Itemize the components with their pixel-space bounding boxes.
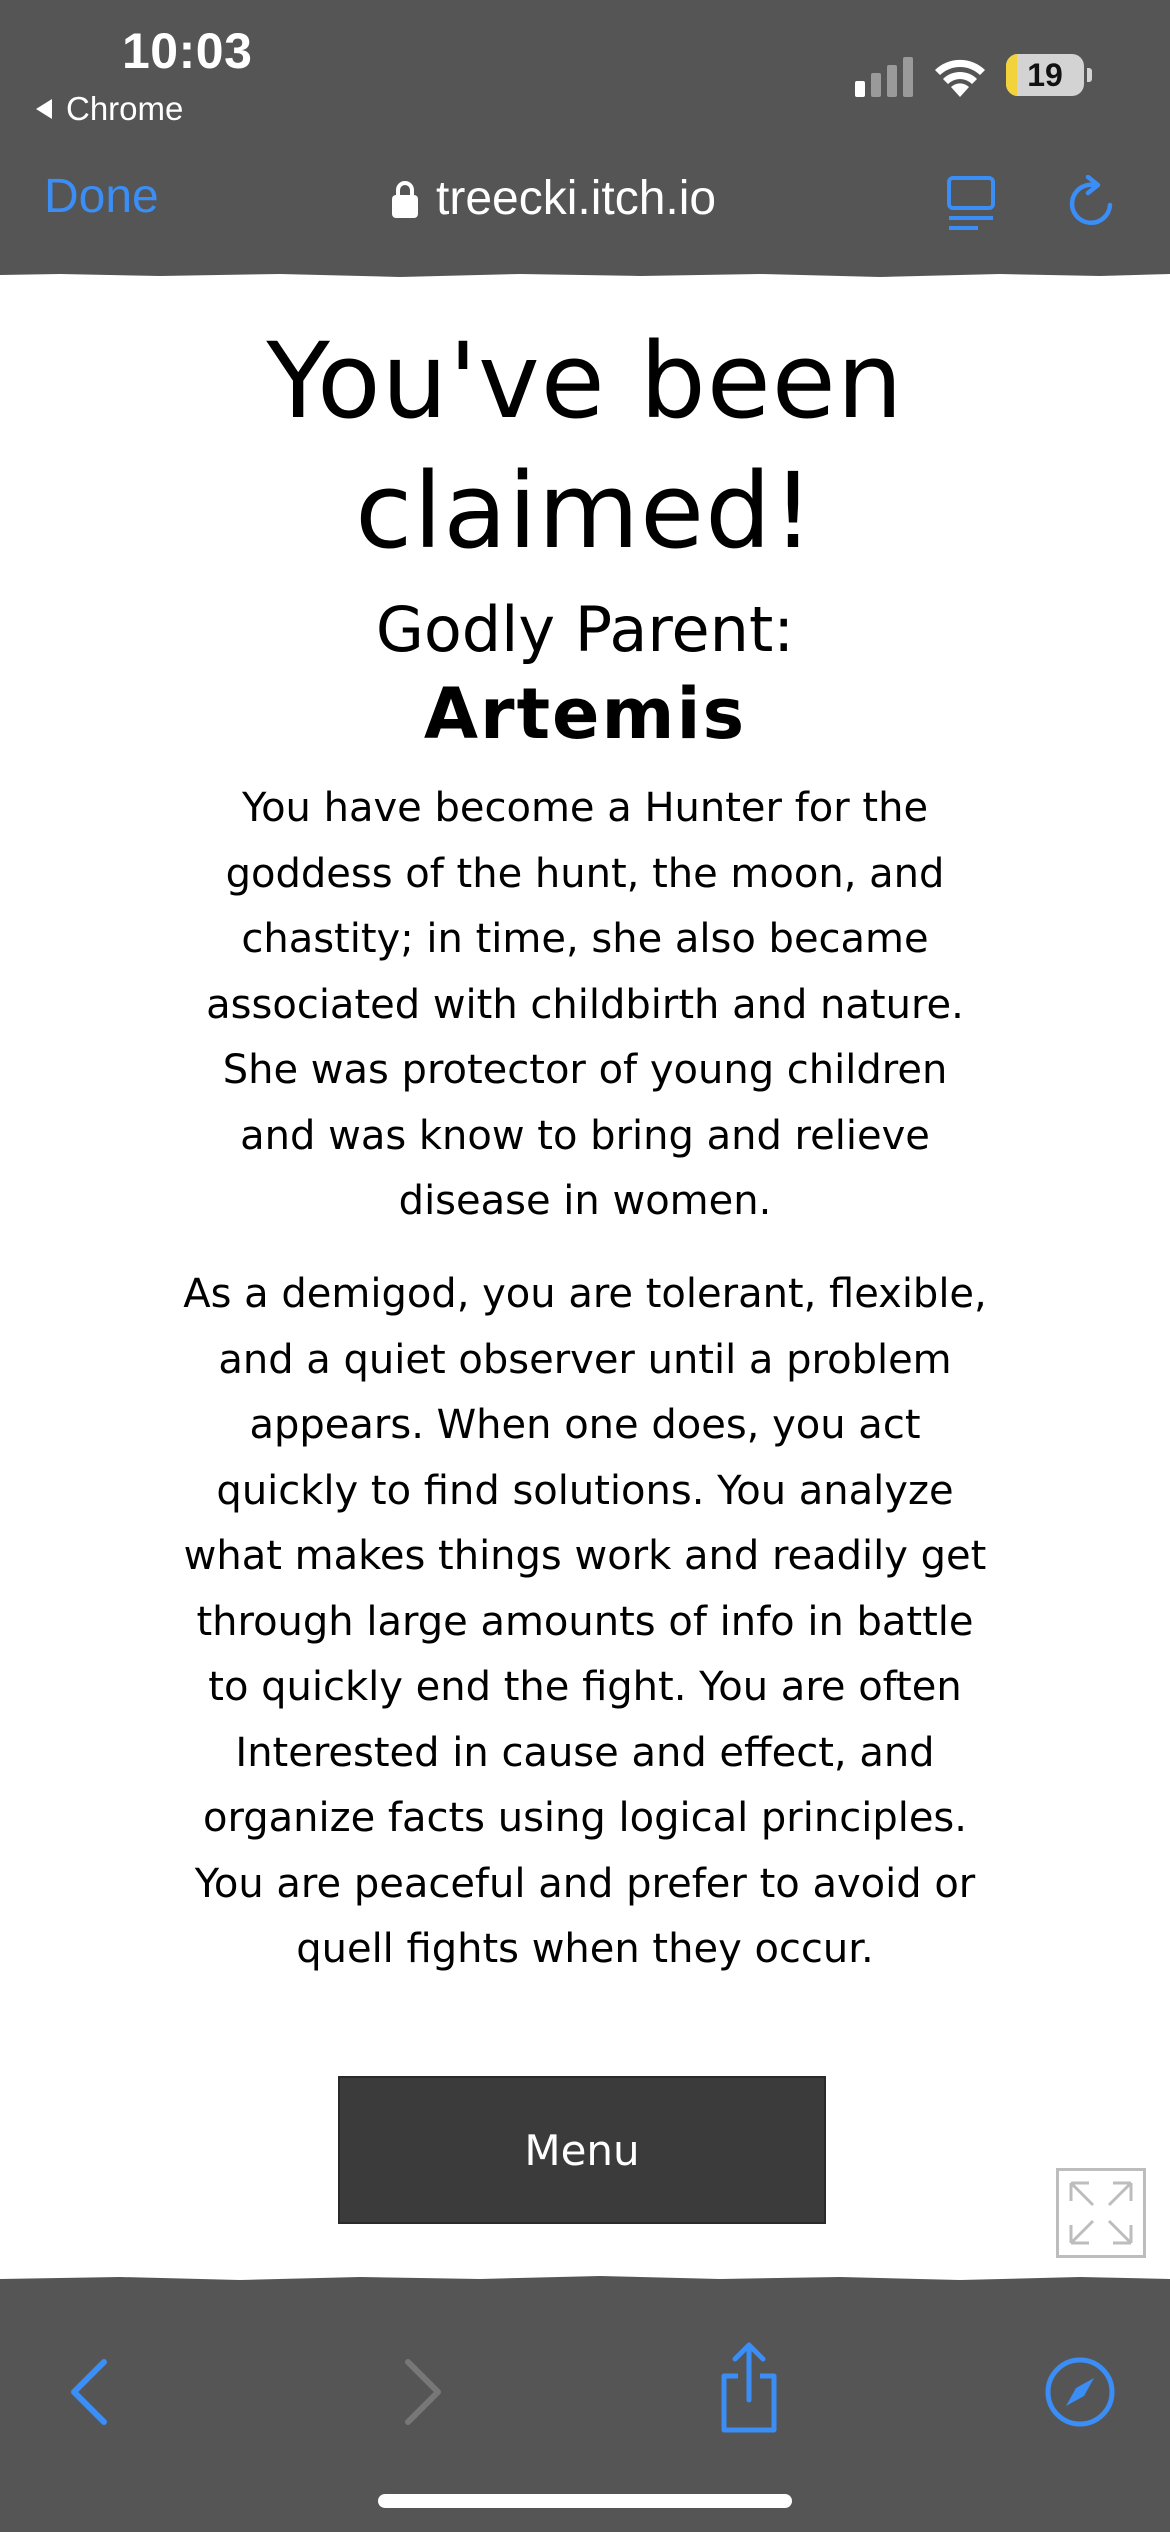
godly-parent-name: Artemis <box>423 673 747 755</box>
wifi-icon <box>932 55 988 99</box>
chevron-right-icon[interactable] <box>396 2352 452 2432</box>
parent-description: You have become a Hunter for the goddess of the hunt, the moon, and chastity; in time, she also became associated with childbirth and nature. She was protector of young children and was know to bring and relieve disease in women. <box>206 785 964 1224</box>
battery-percentage: 19 <box>1027 56 1063 93</box>
fullscreen-button[interactable] <box>1056 2168 1146 2258</box>
address-bar[interactable] <box>390 171 716 226</box>
browser-toolbar <box>0 145 1170 272</box>
compass-icon[interactable] <box>1044 2356 1116 2428</box>
back-app-label: Chrome <box>66 90 184 127</box>
torn-edge-top <box>0 272 1170 278</box>
lock-icon <box>390 178 420 220</box>
status-bar <box>0 0 1170 145</box>
status-time: 10:03 <box>122 23 253 79</box>
url-text: treecki.itch.io <box>436 172 717 225</box>
done-button[interactable]: Done <box>44 170 159 223</box>
torn-edge-bottom <box>0 2274 1170 2282</box>
web-content <box>0 272 1170 2282</box>
demigod-description: As a demigod, you are tolerant, flexible, and a quiet observer until a problem appears. When one does, you act quickly to find solutions. You analyze what makes things work and readily get through large amounts of info in battle to quickly end the fight. You are often Interested in cause and effect, and organize facts using logical principles. You are peaceful and prefer to avoid or quell fights when they occur. <box>183 1271 987 1972</box>
back-to-app-link[interactable] <box>36 90 183 128</box>
back-triangle-icon <box>36 99 52 119</box>
menu-button[interactable]: Menu <box>340 2078 824 2222</box>
godly-parent-label: Godly Parent: <box>375 593 795 666</box>
cellular-signal-icon <box>855 57 915 97</box>
reload-icon[interactable] <box>1064 175 1120 231</box>
reader-view-icon[interactable] <box>946 175 996 231</box>
fullscreen-icon <box>1059 2171 1143 2255</box>
chevron-left-icon[interactable] <box>60 2352 116 2432</box>
browser-bottom-bar <box>0 2282 1170 2532</box>
page-title: You've been claimed! <box>266 320 904 572</box>
battery-nub <box>1087 68 1092 82</box>
share-icon[interactable] <box>714 2340 784 2436</box>
battery-icon <box>1006 54 1084 96</box>
home-indicator[interactable] <box>378 2494 792 2508</box>
